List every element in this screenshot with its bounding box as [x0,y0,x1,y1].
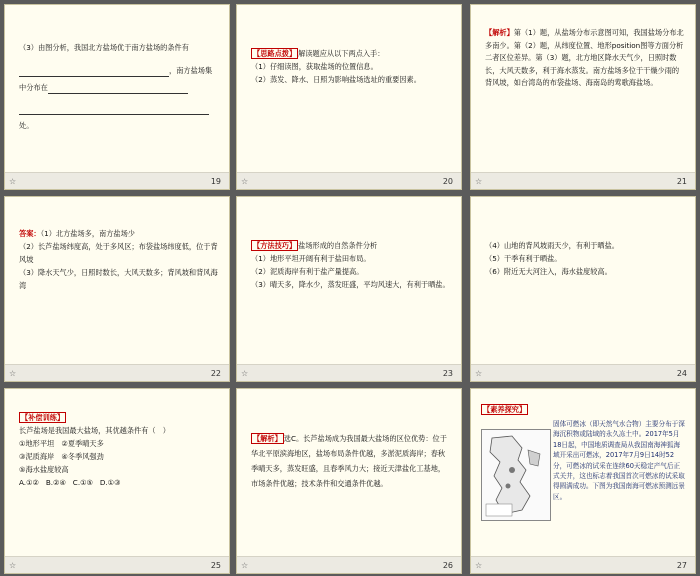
slide-icon: ☆ [475,561,483,570]
list-item: （2）蒸发、降水、日照为影响盐场选址的重要因素。 [251,75,421,84]
tag-label: 答案： [19,229,41,238]
list-item: （3）晴天多，降水少，蒸发旺盛，平均风速大，有利于晒盐。 [251,280,450,289]
intro-text: 解读题应从以下两点入手： [298,49,385,58]
option: ①地形平坦 [19,439,55,448]
answer-choice: C.①⑤ [72,478,93,487]
slide-26[interactable] [236,388,462,574]
slide-body [19,41,219,132]
answer-choice: D.①③ [99,478,121,487]
tag-label: 【方法技巧】 [253,241,297,250]
option: ③泥质海岸 [19,452,55,461]
tag-label: 【素养探究】 [483,405,527,414]
slide-icon: ☆ [9,369,17,378]
tag-label: 【思路点拨】 [253,49,297,58]
slide-icon: ☆ [9,561,17,570]
analysis-text: 选C。长芦盐场成为我国最大盐场的区位优势：位于华北平原滨海地区，盐场布局条件优越，多淤泥质海岸；春秋季晴天多，蒸发旺盛，且春季风力大；接近天津盐化工基地，市场条件优越；技术条件和交通条件优越。 [251,434,447,488]
slide-body [481,403,685,416]
tag-label: 【解析】 [485,28,514,37]
list-item: （2）长芦盐场纬度高，处于多风区；布袋盐场纬度低，位于背风坡 [19,242,218,264]
option: ②夏季晴天多 [61,439,104,448]
line-text: 处。 [19,121,34,130]
slide-21[interactable] [470,4,696,190]
option: ④冬季风强劲 [61,452,104,461]
exploration-text: 固体可燃冰（即天然气水合物）主要分布于深海沉积物或陆域的永久冻土中。2017年5月18日起，中国地质调查局从我国南海神狐海域开采出可燃冰，2017年7月9日14时52分，可燃冰的试采在连续60天稳定产气后正式关井，这也标志着我国首次可燃冰的试采取得圆满成功。下图为我国南海可燃冰预测远景区。 [553,420,685,501]
slide-22[interactable] [4,196,230,382]
question-text: （3）由图分析，我国北方盐场优于南方盐场的条件有 [19,43,189,52]
slide-27[interactable] [470,388,696,574]
list-item: （5）干季有利于晒盐。 [485,254,562,263]
slide-icon: ☆ [241,177,249,186]
slide-20[interactable] [236,4,462,190]
slide-number: 19 [210,177,221,186]
slide-body [485,27,685,90]
slide-icon: ☆ [475,369,483,378]
slide-number: 27 [676,561,687,570]
slide-body [251,431,451,491]
slide-body [485,239,685,278]
list-item: （2）泥质海岸有利于盐产量提高。 [251,267,364,276]
slide-number: 22 [210,369,221,378]
slide-number: 23 [442,369,453,378]
slide-number: 20 [442,177,453,186]
slide-23[interactable] [236,196,462,382]
tag-label: 【补偿训练】 [21,413,65,422]
slide-25[interactable] [4,388,230,574]
line-text: ，南方盐场集 [169,66,213,75]
map-figure [481,429,551,521]
option: ⑤海水盐度较高 [19,465,69,474]
list-item: （1）地形平坦开阔有利于盐田布局。 [251,254,371,263]
slide-body [19,227,219,292]
answer-choice: A.①② [19,478,39,487]
slide-body [251,47,451,86]
tag-label: 【解析】 [253,434,282,443]
slide-number: 24 [676,369,687,378]
question-text: 长芦盐场是我国最大盐场，其优越条件有（ ） [19,426,170,435]
line-text: 中分布在 [19,83,48,92]
list-item: （6）附近无大河注入，海水盐度较高。 [485,267,612,276]
slide-icon: ☆ [241,369,249,378]
slide-icon: ☆ [241,561,249,570]
list-item: （3）降水天气少，日照时数长，大风天数多；背风坡和背风海湾 [19,268,218,290]
slide-number: 25 [210,561,221,570]
slide-number: 21 [676,177,687,186]
analysis-text: 第（1）题，从盐场分布示意图可知，我国盐场分布北多南少。第（2）题，从纬度位置、地形position图等方面分析二者区位差异。第（3）题，北方地区降水天气少，日照时数长，大风天数多，利于海水蒸发。南方盐场多位于干燥少雨的背风坡，如台湾岛的布袋盐场、海南岛的莺歌海盐场。 [485,28,684,87]
slide-number: 26 [442,561,453,570]
list-item: （1）仔细读图，获取盐场的位置信息。 [251,62,378,71]
slide-body [251,239,451,291]
answer-choice: B.②④ [45,478,66,487]
slide-19[interactable] [4,4,230,190]
slide-body [553,419,685,502]
list-item: （1）北方盐场多，南方盐场少 [40,229,135,238]
slide-icon: ☆ [9,177,17,186]
slide-24[interactable] [470,196,696,382]
slide-icon: ☆ [475,177,483,186]
slide-body [19,411,219,489]
intro-text: 盐场形成的自然条件分析 [298,241,378,250]
list-item: （4）山地的背风坡雨天少，有利于晒盐。 [485,241,619,250]
